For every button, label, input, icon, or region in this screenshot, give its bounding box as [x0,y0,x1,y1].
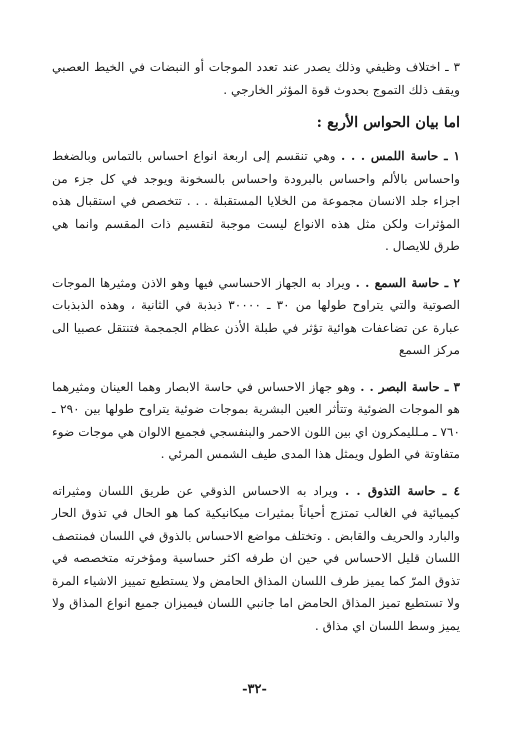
sense-hearing-term: ٢ ـ حاسة السمع . . [355,275,460,290]
sense-sight-paragraph [52,376,460,466]
page-body [52,56,460,637]
sense-touch-term: ١ ـ حاسة اللمس . . . [340,149,460,163]
sense-touch-body: وهي تنقسم إلى اربعة انواع احساس بالتماس وبالضغط واحساس بالألم واحساس بالبرودة واحساس بالسخونة ويوجد في كل جزء من اجزاء جلد الانسان مجموعة من الخلايا المستقبلة . . . تتخصص في استقبال هذه المؤثرات ولكن مثل هذه الانواع ليست موجبة لتقسيم ذات المقسم وانما هي طرق للايصال . [52,149,460,253]
sense-taste-body: ويراد به الاحساس الذوقي عن طريق اللسان ومثيراته كيميائية في الغالب تمتزج أحياناً بمثيرات ميكانيكية كما هو الحال في تذوق الحار والبارد والحريف والقابض . وتختلف مواضع الاحساس بالذوق في اللسان فمنتصف اللسان قليل الاحساس في حين ان طرفه اكثر حساسية ومؤخرته متخصصه في تذوق المرّ كما يميز طرف اللسان المذاق الحامض ولا يستطيع تمييز الاشياء المرة ولا تستطيع تميز المذاق الحامض اما جانبي اللسان فيميزان جميع انواع المذاق ولا يميز وسط اللسان اي مذاق . [52,483,460,633]
sense-sight-term: ٣ ـ حاسة البصر . . [360,379,461,394]
sense-taste-term: ٤ ـ حاسة التذوق . . [344,483,460,498]
sense-hearing-paragraph [52,272,460,362]
section-heading: اما بيان الحواس الأربع : [316,114,460,131]
sense-touch-paragraph [52,145,460,258]
sense-hearing-body: ويراد به الجهاز الاحساسي فيها وهو الاذن ومثيرها الموجات الصوتية والتي يتراوح طولها من ٣٠ ـ ٣٠٠٠٠ ذبذبة في الثانية ، وهذه الذبذبات عبارة عن تضاعفات هوائية تؤثر في طبلة الأذن عظام الجمجمة فتنتقل عصبيا الى مركز السمع [52,275,461,357]
intro-paragraph: ٣ ـ اختلاف وظيفي وذلك يصدر عند تعدد الموجات أو النبضات في الخيط العصبي ويقف ذلك التموج بحدوث قوة المؤثر الخارجي . [52,60,460,97]
page-number: -٣٢- [242,682,267,697]
sense-taste-paragraph [52,480,460,638]
sense-sight-body: وهو جهاز الاحساس في حاسة الابصار وهما العينان ومثيرهما هو الموجات الضوئية وتتأثر العين البشرية بموجات ضوئية يتراوح طولها بين ٢٩٠ ـ ٧٦٠ ـ مـلليمكرون اي بين اللون الاحمر والبنفسجي فجميع الالوان هي موجات ضوء متفاوتة في الطول ويمثل هذا المدى طيف الشمس المرئي . [52,379,460,461]
